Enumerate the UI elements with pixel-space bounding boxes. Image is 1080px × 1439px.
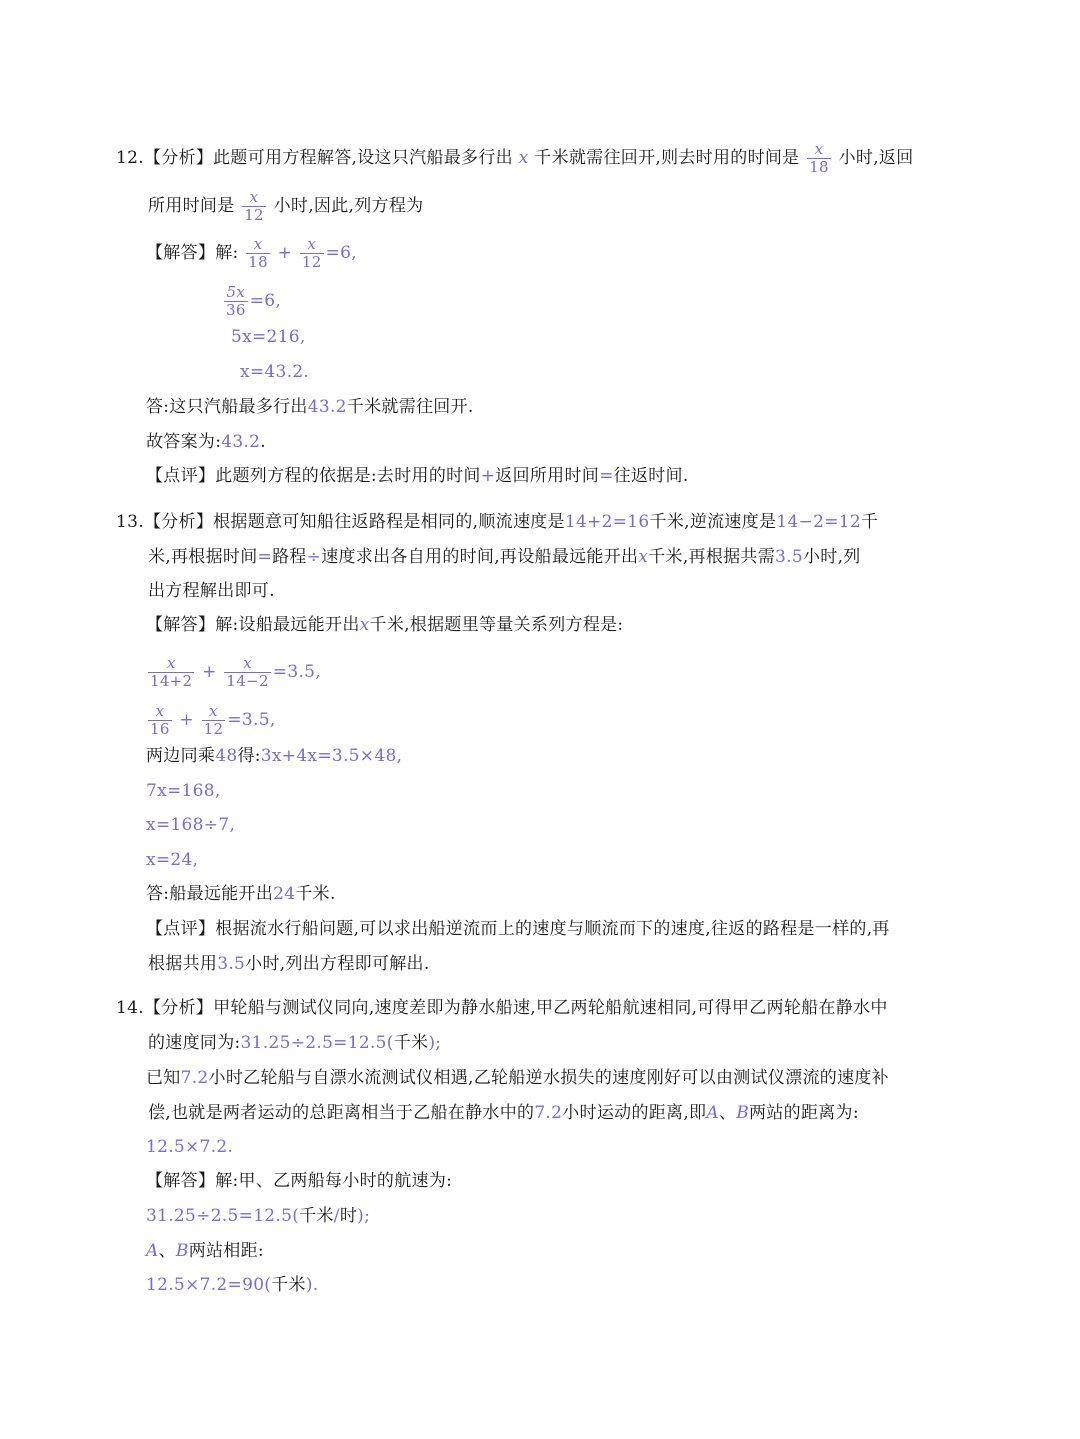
p14-line2: 的速度同为:31.25÷2.5=12.5(千米); (148, 1033, 442, 1053)
p14-number: 14. (116, 998, 144, 1018)
p13-comment-line2: 根据共用3.5小时,列出方程即可解出. (148, 954, 430, 974)
p13-line1: 13.【分析】根据题意可知船往返路程是相同的,顺流速度是14+2=16千米,逆流速度是14−2=12千 (116, 512, 879, 532)
p14-eq2: 12.5×7.2=90(千米). (146, 1275, 319, 1295)
p13-eq5: x=168÷7, (146, 815, 236, 835)
p13-line3: 出方程解出即可. (148, 581, 275, 601)
p13-line2: 米,再根据时间=路程÷速度求出各自用的时间,再设船最远能开出x千米,再根据共需3.5小时,列 (148, 547, 861, 567)
fraction-x-over-12: $\frac{x}{12}$ (244, 188, 264, 224)
p14-eq1: 31.25÷2.5=12.5(千米/时); (146, 1206, 371, 1226)
fraction-x-over-18: $\frac{x}{18}$ (809, 140, 829, 176)
p12-line2: 所用时间是 $\frac{x}{12}$ 小时,因此,列方程为 (148, 188, 424, 224)
p12-answer: 答:这只汽船最多行出43.2千米就需往回开. (146, 397, 474, 417)
p12-solution-eq1: 【解答】解: $\frac{x}{18}$ + $\frac{x}{12}$ =6, (146, 235, 357, 271)
p14-solution-intro: 【解答】解:甲、乙两船每小时的航速为: (146, 1171, 453, 1191)
p13-eq6: x=24, (146, 850, 199, 870)
p13-eq1: $\frac{x}{14+2}$ + $\frac{x}{14-2}$ =3.5, (150, 654, 321, 690)
p14-line1: 14.【分析】甲轮船与测试仪同向,速度差即为静水船速,甲乙两轮船航速相同,可得甲乙两轮船在静水中 (116, 998, 888, 1018)
p13-number: 13. (116, 512, 144, 532)
p12-final-answer: 故答案为:43.2. (146, 432, 267, 452)
p14-line5: 12.5×7.2. (146, 1137, 234, 1157)
p12-solution-eq2: $\frac{5x}{36}$ =6, (226, 283, 282, 319)
p12-line1: 12.【分析】此题可用方程解答,设这只汽船最多行出 x 千米就需往回开,则去时用的时间是 $\frac{x}{18}$ 小时,返回 (116, 140, 914, 176)
p13-eq2: $\frac{x}{16}$ + $\frac{x}{12}$ =3.5, (150, 702, 276, 738)
p13-solution-intro: 【解答】解:设船最远能开出x千米,根据题里等量关系列方程是: (146, 615, 624, 635)
p12-solution-eq3: 5x=216, (231, 327, 306, 347)
p13-eq4: 7x=168, (146, 781, 221, 801)
p14-ab-distance: A、B两站相距: (146, 1241, 264, 1261)
p12-number: 12. (116, 148, 144, 168)
p12-solution-eq4: x=43.2. (240, 362, 310, 382)
p12-comment: 【点评】此题列方程的依据是:去时用的时间+返回所用时间=往返时间. (146, 466, 689, 486)
p14-line3: 已知7.2小时乙轮船与自漂水流测试仪相遇,乙轮船逆水损失的速度刚好可以由测试仪漂流的速度补 (146, 1068, 889, 1088)
p13-eq3: 两边同乘48得:3x+4x=3.5×48, (146, 746, 403, 766)
p13-comment-line1: 【点评】根据流水行船问题,可以求出船逆流而上的速度与顺流而下的速度,往返的路程是一样的,再 (146, 919, 890, 939)
p13-answer: 答:船最远能开出24千米. (146, 884, 336, 904)
p14-line4: 偿,也就是两者运动的总距离相当于乙船在静水中的7.2小时运动的距离,即A、B两站的距离为: (148, 1103, 859, 1123)
